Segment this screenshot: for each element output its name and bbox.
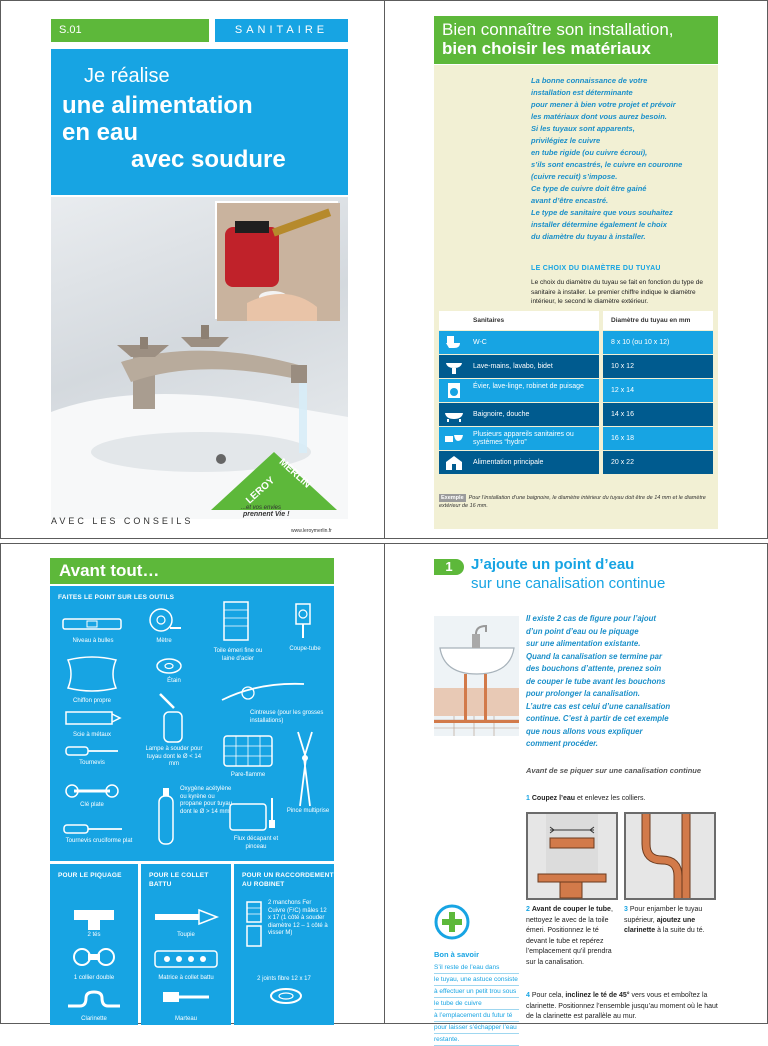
step-text: Pour cela, (531, 992, 566, 999)
tool-label: Cintreuse (pour les grosses installations) (250, 710, 324, 724)
tool-label: Clé plate (80, 802, 104, 808)
plus-icon (434, 904, 470, 940)
item-label: Marteau (174, 1016, 197, 1022)
tip-title: Bon à savoir (434, 950, 480, 959)
page-point-eau (384, 543, 768, 1043)
flat-screwdriver-icon (62, 822, 124, 836)
sandpaper-icon (218, 600, 254, 644)
step-number: 3 (624, 906, 628, 913)
flux-brush-icon (228, 796, 282, 832)
row-label: Alimentation principale (473, 459, 544, 466)
page-header (434, 16, 718, 64)
intro-line: sur une alimentation existante. (526, 639, 641, 648)
header-line: Bien connaître son installation, (442, 20, 674, 39)
table-row (439, 355, 713, 379)
intro-line: d’un point d’eau ou le piquage (526, 626, 639, 636)
page-tools (0, 543, 385, 1024)
tool-label: Mètre (156, 638, 172, 644)
item-label: 2 tés (87, 932, 101, 938)
tool-label: Toile émeri fine ou laine d’acier (213, 648, 263, 662)
intro-line: privilégiez le cuivre (531, 136, 601, 145)
house-icon (443, 454, 465, 471)
tool-label: Tournevis cruciforme plat (65, 838, 133, 844)
step-bold: ajoutez une clarinette (624, 916, 696, 934)
sink-illustration (434, 616, 519, 736)
slogan-line: ...et vos envies (241, 505, 282, 511)
row-label: W-C (473, 339, 487, 346)
row-value: 8 x 10 (ou 10 x 12) (603, 331, 713, 354)
section-title: FAITES LE POINT SUR LES OUTILS (58, 594, 175, 601)
step-bold: Avant de couper le tube (531, 906, 611, 913)
cover-title-box (51, 49, 348, 195)
tool-label: Coupe-tube (289, 646, 321, 652)
example-badge: Exemple (441, 495, 464, 501)
cover-title-line: avec soudure (131, 146, 286, 173)
step-number: 2 (526, 906, 530, 913)
section-text: Le choix du diamètre du tuyau se fait en fonction du type de sanitaire à installer. Le premier chiffre indique le diamètre intérieur, le second le diamètre extérieur. (531, 279, 704, 305)
row-value: 10 x 12 (603, 355, 713, 378)
hammer-icon (161, 990, 211, 1012)
cloth-icon (64, 654, 120, 694)
table-row (439, 427, 713, 451)
tape-measure-icon (146, 606, 182, 636)
tip-line: à l’emplacement du futur té (434, 1010, 519, 1022)
section-title: POUR LE COLLET (149, 872, 209, 879)
step-bold: inclinez le té de 45° (565, 992, 630, 999)
page-installation (384, 0, 768, 539)
slogan-line: prennent Vie ! (243, 511, 290, 518)
page-subtitle: sur une canalisation continue (471, 575, 666, 592)
soldering-photo (215, 201, 338, 319)
tip-line: le tube de cuivre (434, 998, 519, 1010)
clarinet-icon (66, 988, 122, 1012)
tip-line: pour laisser s’échapper l’eau (434, 1022, 519, 1034)
item-label: Toupie (177, 932, 195, 938)
faucet-photo (51, 197, 348, 519)
cover-title-line: en eau (62, 119, 139, 146)
heat-shield-icon (222, 734, 274, 768)
intro-line: La bonne connaissance de votre (531, 76, 648, 85)
subheading: Avant de se piquer sur une canalisation continue (526, 766, 702, 775)
row-label: Plusieurs appareils sanitaires ou systèmes “hydro” (473, 431, 574, 446)
step-2-illustration (526, 812, 618, 900)
logo-word: LEROY (244, 475, 278, 507)
step-text: , nettoyez le avec de la toile émeri. Positionnez le té devant le tube et repérez l’emplacement qu’il prendra sur la canalisation. (526, 906, 613, 966)
row-value: 14 x 16 (603, 403, 713, 426)
intro-line: des bouchons d’attente, prenez soin (526, 664, 662, 673)
footer-text: AVEC LES CONSEILS (51, 516, 194, 526)
pipe-cutter-icon (290, 600, 320, 640)
bathtub-icon (443, 406, 465, 423)
page-header: Avant tout… (50, 558, 334, 584)
tool-label: Scie à métaux (72, 732, 112, 738)
intro-line: pour prolonger la canalisation. (526, 689, 640, 698)
intro-line: en tube rigide (ou cuivre écroui), (531, 148, 648, 157)
tee-fitting-icon (72, 906, 116, 930)
tool-label: Flux décapant et pinceau (233, 836, 279, 850)
sleeve-fitting-icon (244, 900, 264, 948)
intro-text (526, 613, 726, 751)
intro-line: installation est déterminante (531, 88, 633, 97)
step-text: et enlevez les colliers. (575, 795, 646, 802)
gas-bottle-icon (156, 786, 176, 846)
intro-line: Ce type de cuivre doit être gainé (531, 184, 647, 193)
tool-label: Oxygène acétylène ou kyrène ou propane pour tuyau dont le Ø > 14 mm (180, 786, 233, 815)
intro-line: Le type de sanitaire que vous souhaitez (531, 208, 673, 217)
fibre-seal-icon (268, 986, 304, 1006)
step-text: à la suite du té. (655, 927, 705, 934)
intro-line: de couper le tube avant les bouchons (526, 676, 666, 686)
cover-page (0, 0, 385, 539)
wrench-icon (64, 782, 120, 800)
example-text: Pour l’installation d’une baignoire, le diamètre intérieur du tuyau doit être de 14 mm et le diamètre extérieur de 16 mm. (439, 495, 706, 509)
hacksaw-icon (62, 708, 122, 728)
intro-line: Si les tuyaux sont apparents, (531, 124, 635, 133)
row-value: 12 x 14 (603, 379, 713, 402)
column-header: Sanitaires (439, 311, 599, 330)
tools-section (50, 586, 334, 861)
intro-text (531, 75, 711, 243)
step-1 (526, 794, 726, 805)
solder-spool-icon (154, 656, 184, 676)
step-text: vers vous et emboîtez la clarinette. Positionnez l’ensemble jusqu’au moment où le haut de la clarinette est parallèle au mur. (526, 992, 718, 1020)
tool-label: Niveau à bulles (72, 638, 114, 644)
intro-line: Quand la canalisation se termine par (526, 651, 663, 661)
row-value: 16 x 18 (603, 427, 713, 450)
washbasin-icon (443, 358, 465, 375)
collet-section (141, 864, 231, 1025)
cover-title-small: Je réalise (84, 65, 170, 87)
step-number: 1 (526, 795, 530, 802)
column-header: Diamètre du tuyau en mm (603, 311, 713, 330)
intro-line: comment procéder. (526, 739, 598, 748)
intro-line: (cuivre recuit) s’impose. (531, 172, 618, 181)
step-number-badge: 1 (434, 559, 464, 575)
intro-line: continue. C’est à partir de cet exemple (526, 714, 669, 723)
row-label: Baignoire, douche (473, 411, 530, 418)
header-line: bien choisir les matériaux (442, 39, 651, 58)
logo-word: MERLIN (276, 456, 313, 491)
guide-code: S.01 (51, 19, 209, 42)
item-label: 2 joints fibre 12 x 17 (257, 976, 311, 982)
flaring-tool-icon (153, 908, 219, 926)
tool-label: Chiffon propre (73, 698, 111, 704)
website[interactable]: www.leroymerlin.fr (291, 528, 332, 534)
intro-line: avant d’être encastré. (531, 196, 609, 205)
guide-category: SANITAIRE (215, 19, 348, 42)
step-number: 4 (526, 992, 530, 999)
intro-line: que nous allons vous expliquer (526, 726, 643, 736)
example-note (439, 494, 711, 510)
step-text: Pour enjamber le tuyau supérieur, (624, 906, 703, 924)
step-2 (526, 905, 618, 968)
cover-title-line: une alimentation (62, 92, 253, 119)
step-3 (624, 905, 720, 937)
table-row (439, 331, 713, 355)
section-title: BATTU (149, 881, 172, 888)
step-4 (526, 991, 726, 1023)
intro-line: Il existe 2 cas de figure pour l’ajout (526, 614, 656, 623)
item-label: 2 manchons Fer Cuivre (F/C) mâles 12 x 17 (1 côté à souder diamètre 12 – 1 côté à visser M) (268, 900, 328, 936)
tip-line: S’il reste de l’eau dans (434, 962, 519, 974)
page-title: J’ajoute un point d’eau (471, 556, 635, 573)
intro-line: du diamètre du tuyau à installer. (531, 232, 646, 241)
table-row (439, 451, 713, 475)
section-title: AU ROBINET (242, 881, 285, 888)
item-label: Matrice à collet battu (158, 975, 214, 981)
pliers-icon (290, 728, 320, 808)
intro-line: L’autre cas est celui d’une canalisation (526, 701, 671, 711)
toilet-icon (443, 334, 465, 351)
tool-label: Tournevis (79, 760, 105, 766)
intro-line: s’ils sont encastrés, le cuivre en couronne (531, 160, 683, 169)
section-title: LE CHOIX DU DIAMÈTRE DU TUYAU (531, 265, 661, 272)
tip-line: restante. (434, 1034, 519, 1046)
pipe-bender-icon (218, 678, 308, 708)
item-label: Clarinette (81, 1016, 107, 1022)
multi-fixture-icon (443, 430, 465, 447)
flaring-die-icon (153, 948, 219, 970)
intro-line: pour mener à bien votre projet et prévoir (531, 100, 676, 109)
diameter-table (439, 311, 713, 475)
tool-label: Lampe à souder pour tuyau dont le Ø < 14 mm (145, 746, 203, 767)
table-row (439, 379, 713, 403)
table-header (439, 311, 713, 331)
row-label: Évier, lave-linge, robinet de puisage (473, 383, 584, 390)
blowtorch-icon (150, 688, 190, 746)
page-body (434, 65, 718, 529)
tip-line: le tuyau, une astuce consiste (434, 974, 519, 986)
intro-line: installer détermine également le choix (531, 220, 667, 229)
row-label: Lave-mains, lavabo, bidet (473, 363, 553, 370)
double-clamp-icon (70, 944, 118, 970)
section-title: POUR UN RACCORDEMENT (242, 872, 334, 879)
step-bold: Coupez l’eau (531, 795, 576, 802)
screwdriver-icon (64, 744, 120, 758)
section-title: POUR LE PIQUAGE (58, 872, 122, 879)
intro-line: les matériaux dont vous aurez besoin. (531, 112, 667, 121)
piquage-section (50, 864, 138, 1025)
table-row (439, 403, 713, 427)
tool-label: Pare-flamme (230, 772, 266, 778)
tool-label: Étain (167, 678, 181, 684)
spirit-level-icon (62, 616, 122, 632)
tool-label: Pince multiprise (286, 808, 330, 814)
item-label: 1 collier double (73, 975, 115, 981)
row-value: 20 x 22 (603, 451, 713, 474)
washing-machine-icon (443, 382, 465, 399)
tip-line: à effectuer un petit trou sous (434, 986, 519, 998)
step-3-illustration (624, 812, 716, 900)
tip-text (434, 962, 519, 1046)
raccordement-section (234, 864, 334, 1025)
